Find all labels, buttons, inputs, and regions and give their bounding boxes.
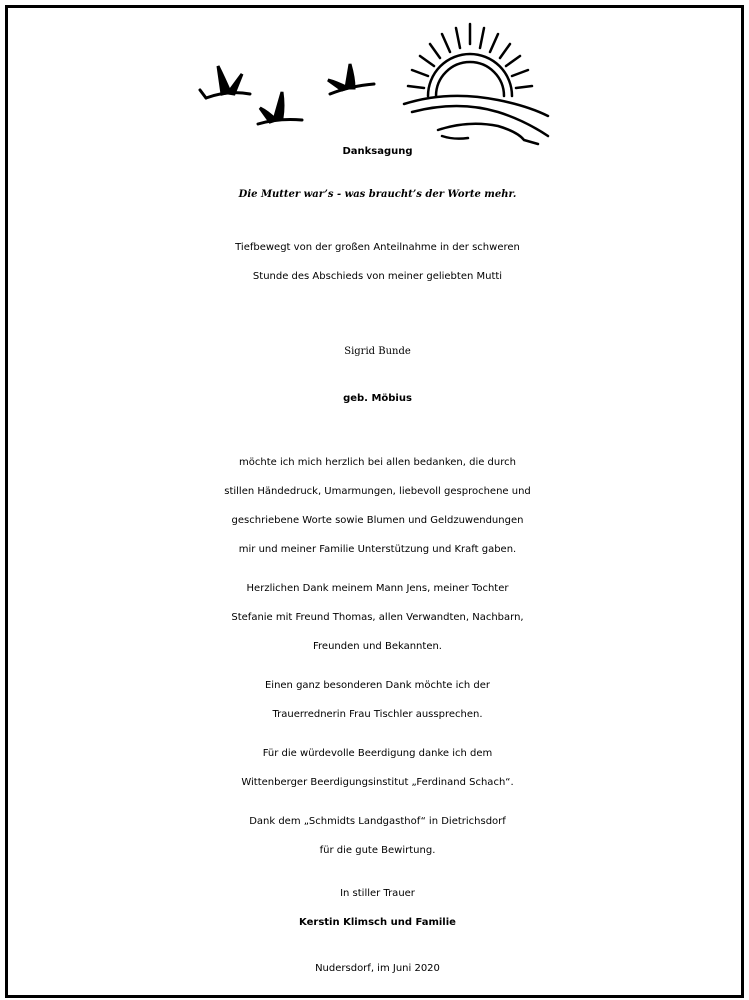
place-date: Nudersdorf, im Juni 2020 — [315, 963, 440, 974]
thanks-line: Einen ganz besonderen Dank möchte ich der — [264, 680, 491, 691]
bird-icon — [258, 92, 302, 124]
thanks-line: Wittenberger Beerdigungsinstitut „Ferdinand Schach“. — [241, 777, 514, 788]
thanks-line: mir und meiner Familie Unterstützung und Kraft gaben. — [238, 544, 517, 555]
intro-line: Stunde des Abschieds von meiner geliebten Mutti — [252, 271, 503, 282]
motto: Die Mutter war’s - was braucht’s der Worte mehr. — [238, 189, 517, 200]
sun-icon — [408, 24, 532, 96]
thanks-line: Stefanie mit Freund Thomas, allen Verwandten, Nachbarn, — [231, 612, 524, 623]
thanks-line: Dank dem „Schmidts Landgasthof“ in Dietrichsdorf — [249, 816, 506, 827]
thanks-line: Freunden und Bekannten. — [313, 641, 442, 652]
maiden-name: geb. Möbius — [343, 393, 412, 404]
thanks-line: Herzlichen Dank meinem Mann Jens, meiner Tochter — [246, 583, 509, 594]
thanks-line: für die gute Bewirtung. — [319, 845, 436, 856]
thanks-line: stillen Händedruck, Umarmungen, liebevoll gesprochene und — [224, 486, 531, 497]
bird-icon — [328, 64, 374, 94]
hills-icon — [404, 96, 548, 144]
signature: Kerstin Klimsch und Familie — [299, 917, 456, 928]
birds-and-sun-illustration — [198, 20, 558, 150]
thanks-line: möchte ich mich herzlich bei allen bedanken, die durch — [239, 457, 516, 468]
deceased-name: Sigrid Bunde — [344, 346, 411, 357]
bird-icon — [200, 66, 250, 98]
intro-line: Tiefbewegt von der großen Anteilnahme in der schweren — [235, 242, 520, 253]
closing: In stiller Trauer — [340, 888, 415, 899]
thanks-line: Trauerrednerin Frau Tischler aussprechen. — [272, 709, 483, 720]
thanks-line: Für die würdevolle Beerdigung danke ich dem — [262, 748, 493, 759]
thanks-line: geschriebene Worte sowie Blumen und Geldzuwendungen — [231, 515, 524, 526]
heading: Danksagung — [342, 146, 413, 157]
notice-frame — [5, 5, 744, 998]
